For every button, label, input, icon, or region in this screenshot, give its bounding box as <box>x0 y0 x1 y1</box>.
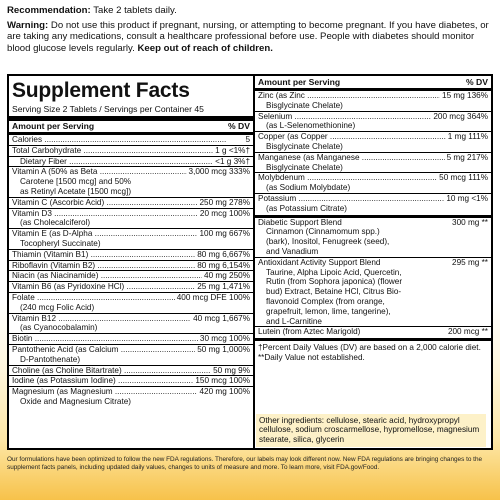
nutrient-name: Calories ..... <box>12 135 243 145</box>
nutrient-row <box>12 198 250 208</box>
nutrient-name: Zinc (as Zinc ..... <box>258 91 440 101</box>
nutrient-name: Pantothenic Acid (as Calcium ..... <box>12 345 195 355</box>
warning-label: Warning: <box>7 19 49 31</box>
nutrient-name: Niacin (as Niacinamide) ..... <box>12 271 202 281</box>
nutrient-amount-dv: 400 mcg DFE 100% <box>176 292 250 302</box>
nutrient-name: Riboflavin (Vitamin B2) ..... <box>12 261 195 271</box>
amount-per-serving-header-right: Amount per Serving <box>258 77 341 87</box>
blend-name: Diabetic Support Blend <box>258 217 342 227</box>
blend-item <box>258 327 488 337</box>
blend-amount: 295 mg ** <box>452 257 488 267</box>
nutrient-row <box>12 157 250 167</box>
nutrient-amount-dv: 200 mcg 364% <box>433 111 488 121</box>
nutrient-name: Selenium ..... <box>258 112 431 122</box>
directions-block <box>7 5 493 57</box>
nutrient-row <box>258 112 488 122</box>
blend-header <box>258 327 488 337</box>
nutrient-row <box>12 334 250 344</box>
nutrient-subline: Tocopheryl Succinate) <box>20 238 101 248</box>
nutrient-name: Vitamin B12 ..... <box>12 314 191 324</box>
blend-name: Lutein (from Aztec Marigold) <box>258 327 361 337</box>
nutrient-row <box>12 271 250 281</box>
nutrient-subline: (as Potassium Citrate) <box>266 203 347 213</box>
nutrient-row <box>12 261 250 271</box>
nutrient-amount-dv: 25 mg 1,471% <box>197 282 250 292</box>
nutrient-subline: (as Cyanocobalamin) <box>20 323 98 333</box>
blend-amount: 200 mcg ** <box>447 327 488 337</box>
nutrient-amount-dv: 50 mcg 111% <box>439 173 488 183</box>
nutrient-row <box>12 135 250 145</box>
right-nutrient-list <box>258 91 488 214</box>
recommendation-text <box>7 5 493 17</box>
nutrient-amount-dv: 420 mg 100% <box>199 387 250 397</box>
nutrient-subline: as Retinyl Acetate [1500 mcg]) <box>20 186 132 196</box>
blend-item <box>258 218 488 257</box>
left-nutrient-list <box>12 135 250 407</box>
nutrient-row <box>12 387 250 397</box>
amount-per-serving-header: Amount per Serving <box>12 121 95 131</box>
nutrient-row <box>12 282 250 292</box>
facts-left-column <box>9 76 255 448</box>
facts-right-column <box>255 76 491 448</box>
nutrient-amount-dv: 150 mcg 100% <box>195 376 250 386</box>
nutrient-row <box>12 229 250 239</box>
blend-header <box>258 258 488 268</box>
nutrient-amount-dv: 5 mg 217% <box>446 152 488 162</box>
blend-item <box>258 258 488 327</box>
facts-title: Supplement Facts <box>12 79 190 102</box>
nutrient-row <box>258 91 488 101</box>
nutrient-row <box>12 314 250 324</box>
warning-keep-out: Keep out of reach of children. <box>137 42 273 54</box>
nutrient-row <box>258 153 488 163</box>
blend-description: (bark), Inositol, Fenugreek (seed), <box>266 237 390 247</box>
nutrient-amount-dv: 100 mg 667% <box>199 229 250 239</box>
nutrient-name: Dietary Fiber ..... <box>12 157 213 167</box>
nutrient-name: Folate ..... <box>12 293 175 303</box>
nutrient-name: Manganese (as Manganese ..... <box>258 153 445 163</box>
nutrient-amount-dv: 50 mg 1,000% <box>197 344 250 354</box>
other-ingredients: Other ingredients: cellulose, stearic acid, hydroxypropyl cellulose, sodium croscarmellose, hypromellose, magnesium stearate, silica, glycerin <box>256 414 486 447</box>
nutrient-row <box>12 293 250 303</box>
nutrient-amount-dv: 250 mg 278% <box>199 197 250 207</box>
nutrient-name: Choline (as Choline Bitartrate) ..... <box>12 366 211 376</box>
nutrient-name: Vitamin A (50% as Beta ..... <box>12 167 187 177</box>
left-header <box>12 121 250 132</box>
nutrient-subline: D-Pantothenate) <box>20 354 81 364</box>
nutrient-subline: Carotene [1500 mcg] and 50% <box>20 177 132 187</box>
nutrient-name: Vitamin D3 ..... <box>12 209 198 219</box>
nutrient-name: Iodine (as Potassium Iodine) ..... <box>12 376 193 386</box>
dv-footnote: †Percent Daily Values (DV) are based on a 2,000 calorie diet. **Daily Value not established. <box>258 343 481 362</box>
nutrient-amount-dv: 15 mg 136% <box>442 91 488 100</box>
warning-text <box>7 20 493 55</box>
nutrient-name: Total Carbohydrate ..... <box>12 146 213 156</box>
nutrient-subline: Bisglycinate Chelate) <box>266 100 343 110</box>
blend-list <box>258 218 488 338</box>
nutrient-row <box>258 194 488 204</box>
nutrient-name: Thiamin (Vitamin B1) ..... <box>12 250 195 260</box>
blend-description: grapefruit, lemon, lime, tangerine), <box>266 306 391 316</box>
dv-header: % DV <box>228 121 250 131</box>
nutrient-name: Vitamin E (as D-Alpha ..... <box>12 229 197 239</box>
supplement-facts-panel <box>7 74 493 450</box>
nutrient-amount-dv: 50 mg 9% <box>213 365 250 375</box>
recommendation-body: Take 2 tablets daily. <box>90 5 177 16</box>
nutrient-row <box>12 345 250 355</box>
nutrient-amount-dv: <1 g 3%† <box>215 156 250 166</box>
blend-description: Cinnamon (Cinnamomum spp.) <box>266 227 380 237</box>
dv-header-right: % DV <box>466 77 488 87</box>
nutrient-row <box>12 167 250 177</box>
nutrient-name: Magnesium (as Magnesium ..... <box>12 387 197 397</box>
nutrient-subline: Oxide and Magnesium Citrate) <box>20 396 132 406</box>
nutrient-subline: (as Sodium Molybdate) <box>266 183 351 193</box>
blend-description: flavonoid Complex (from orange, <box>266 296 385 306</box>
nutrient-name: Vitamin C (Ascorbic Acid) ..... <box>12 198 197 208</box>
nutrient-name: Potassium ..... <box>258 194 444 204</box>
nutrient-subline: Bisglycinate Chelate) <box>266 162 343 172</box>
nutrient-row <box>12 366 250 376</box>
nutrient-amount-dv: 3,000 mcg 333% <box>188 167 250 177</box>
nutrient-row <box>258 132 488 142</box>
nutrient-amount-dv: 10 mg <1% <box>446 193 488 203</box>
nutrient-name: Vitamin B6 (as Pyridoxine HCl) ..... <box>12 282 195 292</box>
blend-description: Rutin (from Sophora japonica) (flower <box>266 277 403 287</box>
nutrient-subline: (as Cholecalciferol) <box>20 218 91 228</box>
blend-amount: 300 mg ** <box>452 217 488 227</box>
nutrient-amount-dv: 80 mg 6,154% <box>197 260 250 270</box>
recommendation-label: Recommendation: <box>7 5 91 16</box>
nutrient-name: Molybdenum ..... <box>258 173 437 183</box>
nutrient-amount-dv: 40 mg 250% <box>204 271 250 281</box>
blend-name: Antioxidant Activity Support Blend <box>258 257 381 267</box>
serving-size: Serving Size 2 Tablets / Servings per Container 45 <box>12 104 204 114</box>
footnote-divider <box>255 338 491 341</box>
fda-note: Our formulations have been optimized to follow the new FDA regulations. Therefore, our labels may look different now. New FDA regulations are bringing changes to the supplement facts panels, including updated daily values, changes to units of measure and more. To learn more, visit FDA.gov/Food. <box>7 456 483 471</box>
nutrient-amount-dv: 80 mg 6,667% <box>197 249 250 259</box>
nutrient-row <box>12 376 250 386</box>
nutrient-name: Biotin ..... <box>12 334 198 344</box>
blend-header <box>258 218 488 228</box>
nutrient-amount-dv: 40 mcg 1,667% <box>193 313 250 323</box>
nutrient-amount-dv: 1 mg 111% <box>447 132 488 142</box>
nutrient-amount-dv: 30 mcg 100% <box>199 334 250 344</box>
blend-description: and L-Carnitine <box>266 316 322 326</box>
nutrient-row <box>258 173 488 183</box>
warning-body: Do not use this product if pregnant, nursing, or attempting to become pregnant. If you have diabetes, or are taking any medications, consult a healthcare professional before use. People with diabetes should monitor blood glucose levels regularly. <box>7 19 489 54</box>
nutrient-row <box>12 146 250 156</box>
nutrient-subline: Bisglycinate Chelate) <box>266 141 343 151</box>
blend-description: bud) Extract, Betaine HCl, Citrus Bio- <box>266 287 402 297</box>
nutrient-name: Copper (as Copper ..... <box>258 132 446 142</box>
nutrient-subline: (as L-Selenomethionine) <box>266 121 356 131</box>
nutrient-subline: (240 mcg Folic Acid) <box>20 302 95 312</box>
right-header <box>258 77 488 88</box>
nutrient-row <box>12 209 250 219</box>
blend-description: Taurine, Alpha Lipoic Acid, Quercetin, <box>266 267 402 277</box>
nutrient-amount-dv: 5 <box>245 135 250 144</box>
blend-description: and Vanadium <box>266 246 319 256</box>
nutrient-row <box>12 250 250 260</box>
nutrient-amount-dv: 20 mcg 100% <box>199 208 250 218</box>
nutrient-amount-dv: 1 g <1%† <box>215 145 250 155</box>
